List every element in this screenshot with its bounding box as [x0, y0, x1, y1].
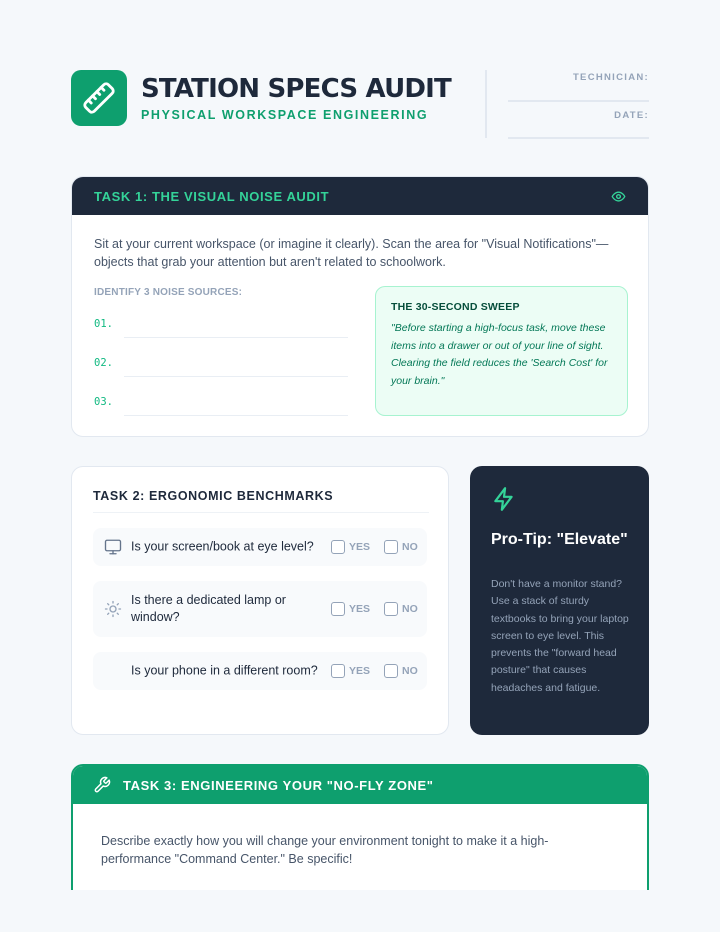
task3-header [73, 766, 647, 804]
sweep-text: "Before starting a high-focus task, move these items into a drawer or out of your line of sight. Clearing the field reduces the 'Search Cost' for your brain." [391, 322, 608, 387]
sun-icon [104, 600, 122, 618]
date-label: DATE: [614, 110, 649, 121]
phone-icon [104, 662, 122, 680]
eye-icon [611, 189, 626, 204]
checkbox-box[interactable] [384, 540, 398, 554]
checkbox-box[interactable] [384, 664, 398, 678]
task2-card [71, 466, 449, 735]
ruler-icon [82, 81, 116, 115]
monitor-icon [104, 538, 122, 556]
task3-text: Describe exactly how you will change your environment tonight to make it a high-performance "Command Center." Be specific! [101, 834, 549, 866]
date-field[interactable] [508, 137, 649, 139]
no-checkbox[interactable] [384, 540, 418, 554]
checkbox-box[interactable] [331, 602, 345, 616]
task2-title: TASK 2: ERGONOMIC BENCHMARKS [93, 489, 334, 503]
yes-checkbox[interactable] [331, 602, 370, 616]
noise-number: 02. [94, 357, 113, 369]
yes-label: YES [349, 665, 371, 677]
protip-text: Don't have a monitor stand? Use a stack of sturdy textbooks to bring your laptop screen to eye level. This prevents the "forward head posture" that causes headaches and fatigue. [491, 578, 629, 694]
yes-label: YES [349, 603, 371, 615]
no-checkbox[interactable] [384, 664, 418, 678]
no-label: NO [402, 603, 418, 615]
checkbox-box[interactable] [384, 602, 398, 616]
task2-divider [93, 512, 429, 513]
checkbox-box[interactable] [331, 540, 345, 554]
yes-checkbox[interactable] [331, 664, 370, 678]
benchmark-row [93, 652, 427, 690]
no-checkbox[interactable] [384, 602, 418, 616]
yes-checkbox[interactable] [331, 540, 370, 554]
protip-title: Pro-Tip: "Elevate" [491, 531, 628, 548]
task3-title: TASK 3: ENGINEERING YOUR "NO-FLY ZONE" [123, 777, 434, 793]
noise-number: 03. [94, 396, 113, 408]
page-title: STATION SPECS AUDIT [141, 74, 451, 104]
header [71, 70, 649, 140]
task1-header [72, 177, 648, 215]
page-bottom-fade [0, 890, 720, 932]
sweep-title: THE 30-SECOND SWEEP [391, 301, 520, 313]
task1-title: TASK 1: THE VISUAL NOISE AUDIT [94, 188, 330, 204]
no-label: NO [402, 665, 418, 677]
wrench-icon [93, 776, 111, 794]
page-subtitle: PHYSICAL WORKSPACE ENGINEERING [141, 108, 429, 122]
task1-card [71, 176, 649, 437]
noise-item[interactable] [94, 396, 348, 416]
sweep-callout [375, 286, 628, 416]
technician-field[interactable] [508, 100, 649, 102]
noise-input-line[interactable] [124, 415, 348, 416]
lightning-icon [491, 486, 517, 512]
benchmark-question: Is there a dedicated lamp or window? [131, 593, 286, 624]
noise-item[interactable] [94, 357, 348, 377]
logo [71, 70, 127, 126]
noise-input-line[interactable] [124, 376, 348, 377]
no-label: NO [402, 541, 418, 553]
protip-card [470, 466, 649, 735]
checkbox-box[interactable] [331, 664, 345, 678]
noise-input-line[interactable] [124, 337, 348, 338]
technician-label: TECHNICIAN: [572, 72, 649, 83]
benchmark-row [93, 528, 427, 566]
benchmark-row [93, 581, 427, 637]
task1-intro: Sit at your current workspace (or imagine it clearly). Scan the area for "Visual Notifications"—objects that grab your attention but aren't related to schoolwork. [94, 237, 609, 269]
noise-item[interactable] [94, 318, 348, 338]
benchmark-question: Is your screen/book at eye level? [131, 539, 314, 554]
noise-number: 01. [94, 318, 113, 330]
noise-sources-label: IDENTIFY 3 NOISE SOURCES: [94, 287, 243, 298]
benchmark-question: Is your phone in a different room? [131, 663, 318, 678]
header-divider [485, 70, 487, 138]
yes-label: YES [349, 541, 371, 553]
